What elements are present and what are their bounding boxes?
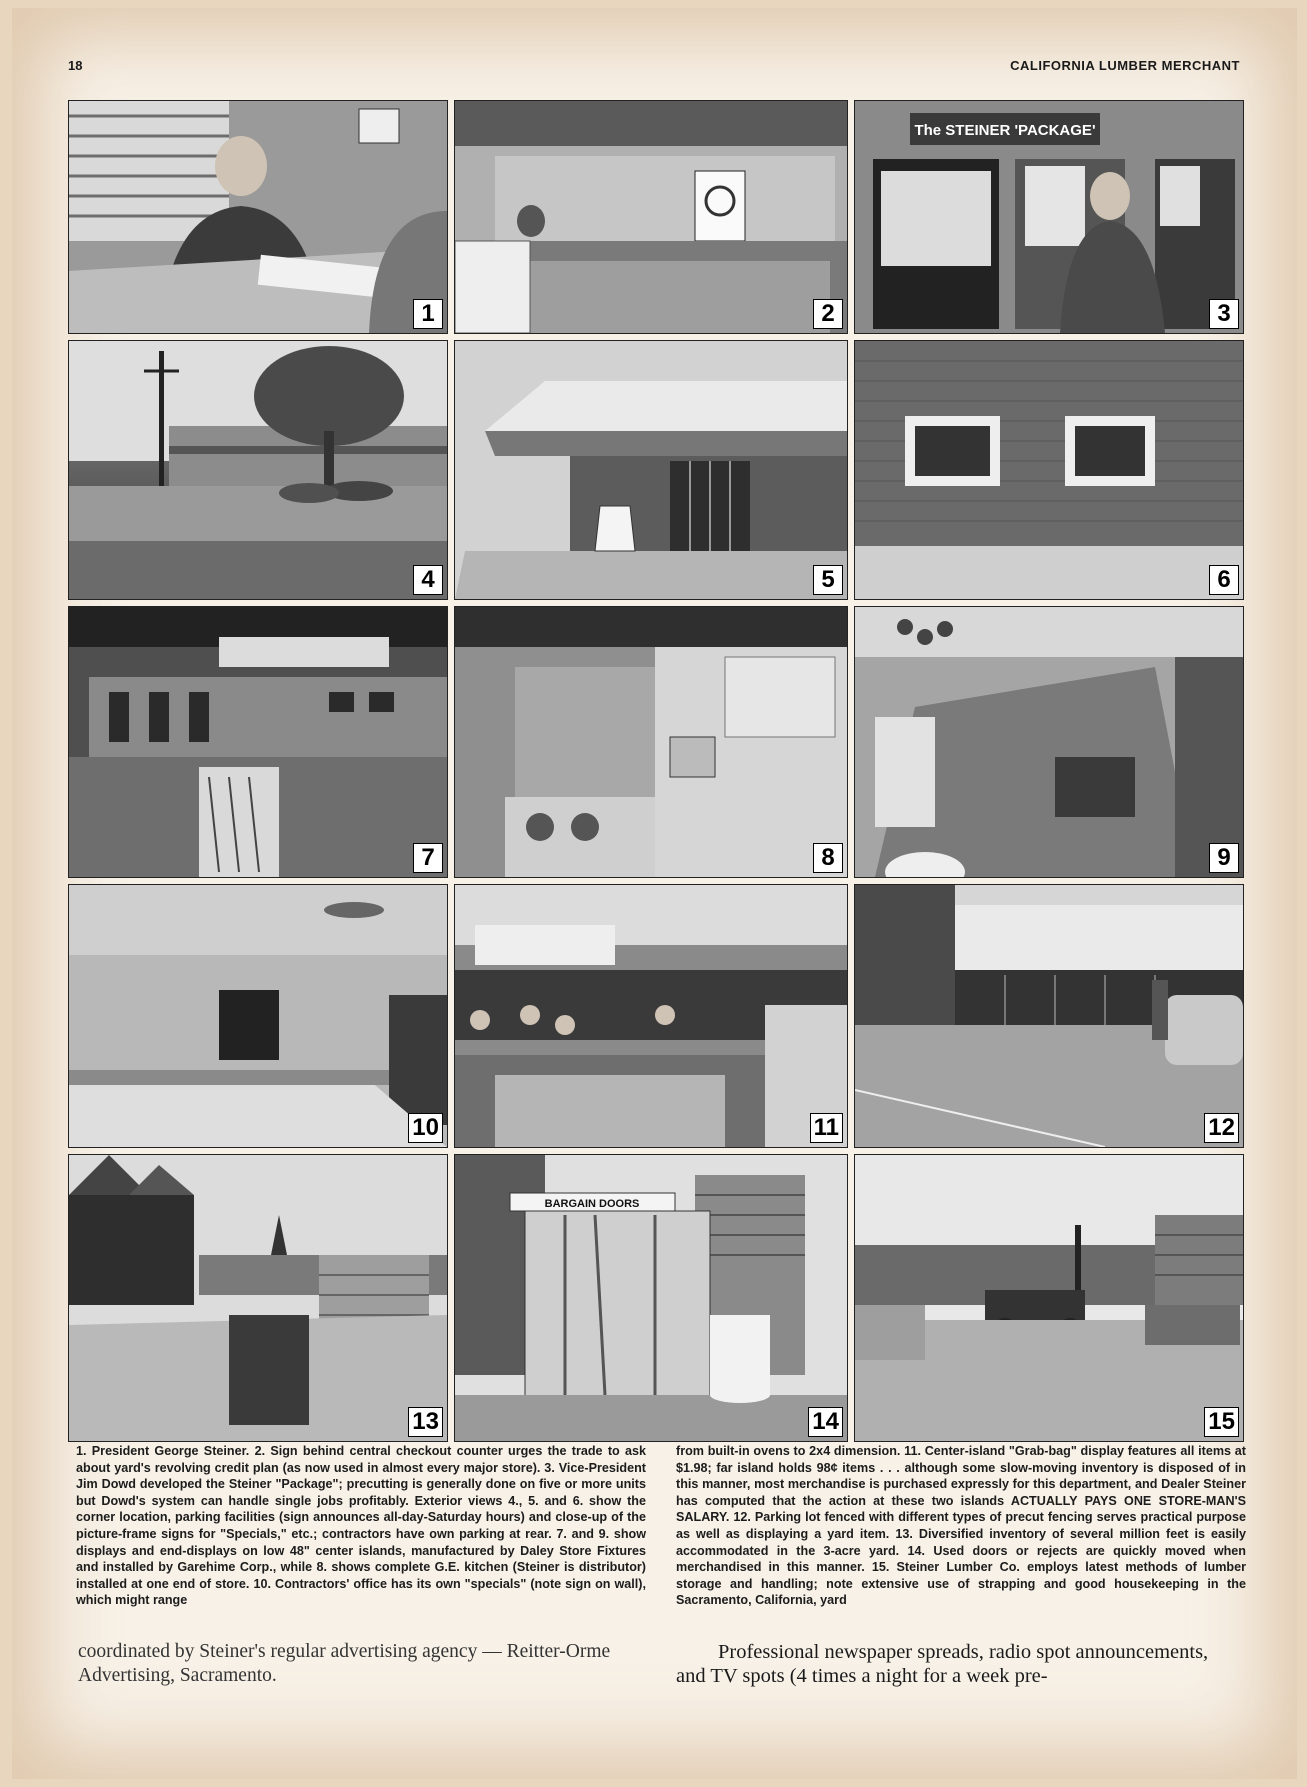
publication-title: CALIFORNIA LUMBER MERCHANT <box>1010 58 1240 73</box>
photo-6 <box>854 340 1244 600</box>
photo-number: 13 <box>408 1407 443 1437</box>
photo-12-image <box>855 885 1243 1147</box>
photo-6-image <box>855 341 1243 599</box>
photo-10-image <box>69 885 447 1147</box>
photo-number: 10 <box>408 1113 443 1143</box>
caption-right: from built-in ovens to 2x4 dimension. 11. Center-island "Grab-bag" display features all items at $1.98; far island holds 98¢ items . . . although some slow-moving inventory is disposed of in this manner, most merchandise is purchased expressly for this department, and Dealer Steiner has computed that the action at these two islands ACTUALLY PAYS ONE STORE-MAN'S SALARY. 12. Parking lot fenced with different types of precut fencing serves practical purpose as well as displaying a yard item. 13. Diversified inventory of several million feet is easily accommodated in the 3-acre yard. 14. Used doors or rejects are quickly moved when merchandised in this manner. 15. Steiner Lumber Co. employs latest methods of lumber storage and handling; note extensive use of strapping and good housekeeping in the Sacramento, California, yard <box>676 1444 1246 1608</box>
photo-11-image <box>455 885 847 1147</box>
photo-number: 15 <box>1204 1407 1239 1437</box>
photo-number: 3 <box>1209 299 1239 329</box>
photo-15-image <box>855 1155 1243 1441</box>
photo-12 <box>854 884 1244 1148</box>
photo-15 <box>854 1154 1244 1442</box>
photo-5-image <box>455 341 847 599</box>
photo-8 <box>454 606 848 878</box>
photo-4 <box>68 340 448 600</box>
photo-14 <box>454 1154 848 1442</box>
photo-number: 4 <box>413 565 443 595</box>
article-text-left: coordinated by Steiner's regular advertising agency — Reitter-Orme Advertising, Sacramento. <box>78 1641 611 1686</box>
photo-number: 1 <box>413 299 443 329</box>
photo-number: 11 <box>810 1113 843 1143</box>
photo-14-image <box>455 1155 847 1441</box>
photo-5 <box>454 340 848 600</box>
photo-number: 12 <box>1204 1113 1239 1143</box>
page-header <box>68 58 1240 78</box>
photo-2 <box>454 100 848 334</box>
photo-3-image <box>855 101 1243 333</box>
photo-9-image <box>855 607 1243 877</box>
article-text-right: Professional newspaper spreads, radio spot announcements, and TV spots (4 times a night for a week pre- <box>676 1641 1209 1687</box>
photo-4-image <box>69 341 447 599</box>
photo-7-image <box>69 607 447 877</box>
photo-number: 14 <box>808 1407 843 1437</box>
photo-3 <box>854 100 1244 334</box>
photo-7 <box>68 606 448 878</box>
caption-left: 1. President George Steiner. 2. Sign behind central checkout counter urges the trade to ask about yard's revolving credit plan (as now used in almost every major store). 3. Vice-President Jim Dowd developed the Steiner "Package"; precutting is generally done on five or more units but Dowd's system can handle single jobs profitably. Exterior views 4., 5. and 6. show the corner location, parking facilities (sign announces all-day-Saturday hours) and close-up of the picture-frame signs for "Specials," etc.; contractors have own parking at rear. 7. and 9. show displays and end-displays on low 48" center islands, manufactured by Daley Store Fixtures and installed by Garehime Corp., while 8. shows complete G.E. kitchen (Steiner is distributor) installed at one end of store. 10. Contractors' office has its own "specials" (note sign on wall), which might range <box>76 1444 646 1608</box>
photo-10 <box>68 884 448 1148</box>
photo-1 <box>68 100 448 334</box>
photo-number: 7 <box>413 843 443 873</box>
photo-number: 6 <box>1209 565 1239 595</box>
photo-grid <box>68 100 1242 1440</box>
steiner-package-sign: The STEINER 'PACKAGE' <box>914 122 1096 139</box>
photo-number: 2 <box>813 299 843 329</box>
photo-number: 5 <box>813 565 843 595</box>
photo-8-image <box>455 607 847 877</box>
photo-13-image <box>69 1155 447 1441</box>
page-number: 18 <box>68 58 83 73</box>
photo-2-image <box>455 101 847 333</box>
photo-number: 8 <box>813 843 843 873</box>
photo-1-image <box>69 101 447 333</box>
photo-13 <box>68 1154 448 1442</box>
photo-number: 9 <box>1209 843 1239 873</box>
bargain-doors-sign: BARGAIN DOORS <box>544 1198 640 1210</box>
photo-11 <box>454 884 848 1148</box>
photo-9 <box>854 606 1244 878</box>
